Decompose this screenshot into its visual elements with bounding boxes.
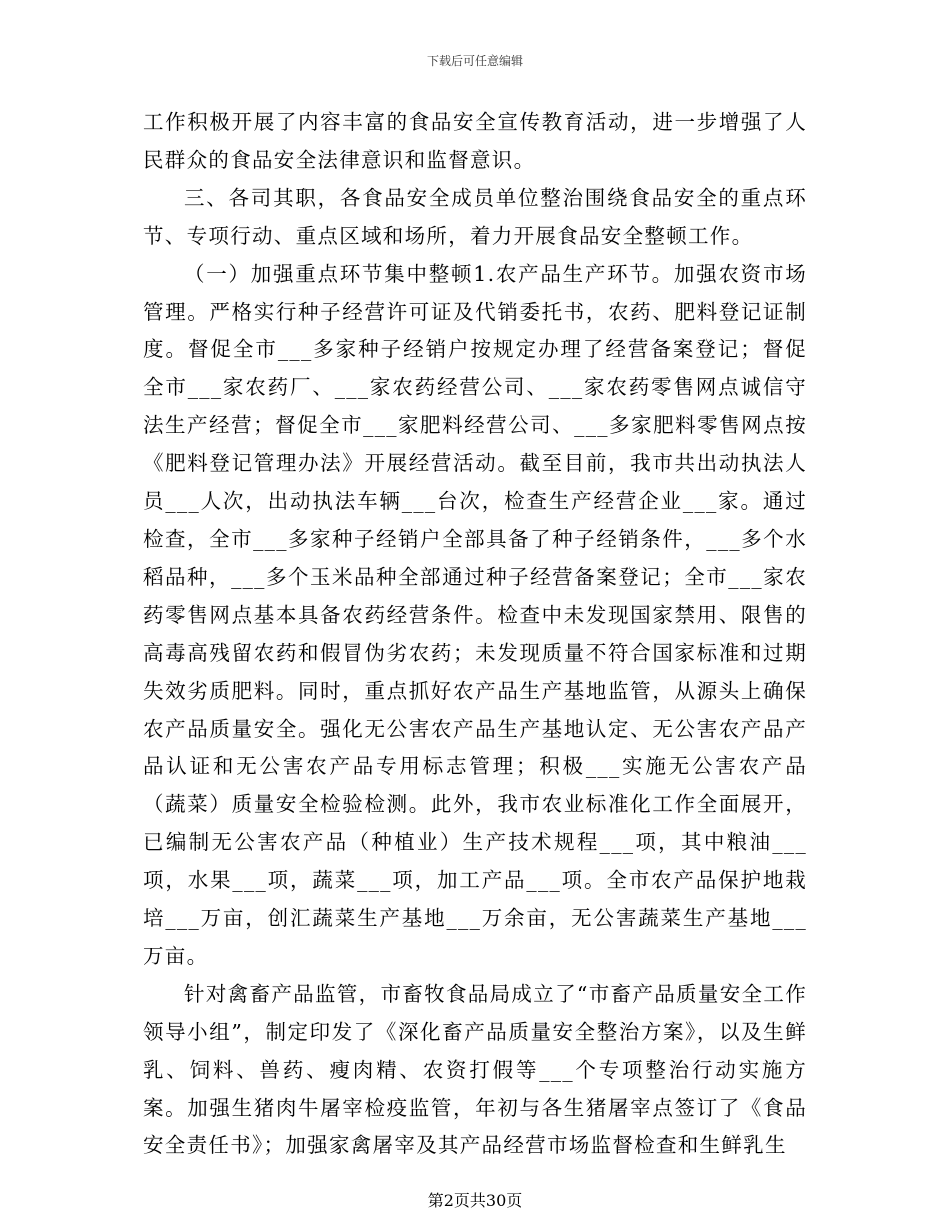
paragraph: （一）加强重点环节集中整顿1.农产品生产环节。加强农资市场管理。严格实行种子经营许可证及代销委托书，农药、肥料登记证制度。督促全市___多家种子经销户按规定办理了经营备案登记；督促全市___家农药厂、___家农药经营公司、___家农药零售网点诚信守法生产经营；督促全市___家肥料经营公司、___多家肥料零售网点按《肥料登记管理办法》开展经营活动。截至目前，我市共出动执法人员___人次，出动执法车辆___台次，检查生产经营企业___家。通过检查，全市___多家种子经销户全部具备了种子经销条件，___多个水稻品种，___多个玉米品种全部通过种子经营备案登记；全市___家农药零售网点基本具备农药经营条件。检查中未发现国家禁用、限售的高毒高残留农药和假冒伪劣农药；未发现质量不符合国家标准和过期失效劣质肥料。同时，重点抓好农产品生产基地监管，从源头上确保农产品质量安全。强化无公害农产品生产基地认定、无公害农产品产品认证和无公害农产品专用标志管理；积极___实施无公害农产品（蔬菜）质量安全检验检测。此外，我市农业标准化工作全面展开，已编制无公害农产品（种植业）生产技术规程___项，其中粮油___项，水果___项，蔬菜___项，加工产品___项。全市农产品保护地栽培___万亩，创汇蔬菜生产基地___万余亩，无公害蔬菜生产基地___万亩。 <box>143 261 807 968</box>
paragraph: 三、各司其职，各食品安全成员单位整治围绕食品安全的重点环节、专项行动、重点区域和场所，着力开展食品安全整顿工作。 <box>143 185 807 248</box>
document-body <box>143 104 807 1165</box>
paragraph: 工作积极开展了内容丰富的食品安全宣传教育活动，进一步增强了人民群众的食品安全法律意识和监督意识。 <box>143 110 807 172</box>
paragraph: 针对禽畜产品监管，市畜牧食品局成立了“市畜产品质量安全工作领导小组”，制定印发了《深化畜产品质量安全整治方案》，以及生鲜乳、饲料、兽药、瘦肉精、农资打假等___个专项整治行动实施方案。加强生猪肉牛屠宰检疫监管，年初与各生猪屠宰点签订了《食品安全责任书》；加强家禽屠宰及其产品经营市场监督检查和生鲜乳生 <box>143 981 807 1158</box>
page-number: 第2页共30页 <box>427 1191 523 1210</box>
page-header-note: 下载后可任意编辑 <box>426 54 523 68</box>
